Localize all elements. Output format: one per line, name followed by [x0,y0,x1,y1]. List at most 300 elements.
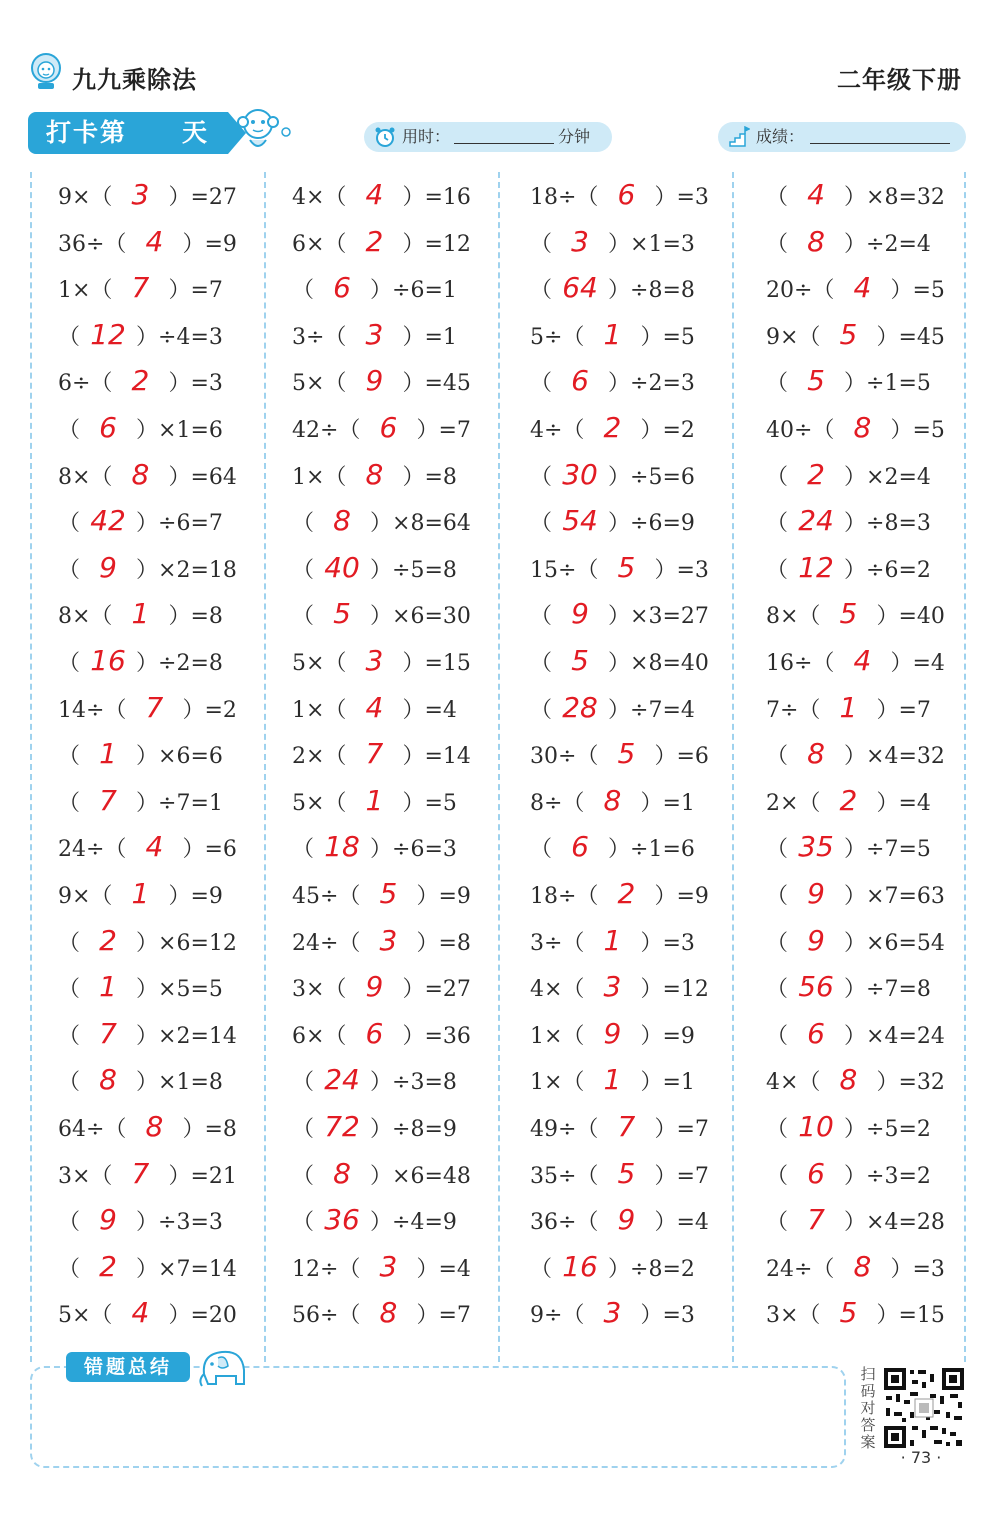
exercise-row [766,591,945,637]
equation-suffix: ）=7 [876,697,931,723]
equation-prefix: 5÷（ [530,324,585,350]
equation-prefix: （ [58,977,81,1003]
equation-suffix: ）=20 [168,1303,237,1329]
equation-prefix: 4×（ [292,185,347,210]
answer-blank[interactable]: 1 [365,783,384,817]
equation-prefix: 40÷（ [766,418,835,443]
answer-blank[interactable]: 6 [807,1156,825,1190]
answer-blank[interactable]: 4 [365,178,384,211]
answer-blank[interactable]: 6 [807,1016,825,1050]
equation-prefix: （ [292,1070,315,1096]
answer-blank[interactable]: 3 [131,178,150,211]
answer-blank[interactable]: 1 [603,317,622,351]
equation-suffix: ）÷3=8 [370,1070,457,1096]
answer-blank[interactable]: 4 [853,271,872,305]
answer-blank[interactable]: 2 [839,783,858,817]
exercise-row [530,312,695,358]
answer-blank[interactable]: 7 [131,1156,150,1190]
answer-blank[interactable]: 5 [617,737,636,771]
answer-blank[interactable]: 6 [571,364,589,398]
answer-blank[interactable]: 4 [131,1296,150,1330]
answer-blank[interactable]: 3 [379,923,398,957]
equation-suffix: ）÷2=3 [608,371,695,397]
equation-prefix: 1×（ [292,464,347,490]
answer-blank[interactable]: 16 [90,644,126,677]
answer-blank[interactable]: 9 [571,597,589,631]
exercise-row [530,778,695,824]
equation-prefix: 3×（ [292,977,347,1003]
answer-blank[interactable]: 1 [603,923,622,957]
exercise-row [58,1011,237,1057]
answer-blank[interactable]: 4 [807,178,825,211]
qr-code-icon[interactable] [882,1366,966,1450]
info-bar [28,112,968,158]
exercise-row [530,498,695,544]
answer-blank[interactable]: 28 [562,690,598,724]
equation-prefix: （ [530,604,553,630]
answer-blank[interactable]: 8 [333,504,351,538]
equation-prefix: 42÷（ [292,418,361,443]
exercise-row [58,405,223,451]
exercise-row [766,1244,945,1290]
answer-blank[interactable]: 3 [365,317,384,351]
equation-suffix: ）=9 [654,884,709,909]
equation-prefix: 8×（ [58,604,113,630]
exercise-row [766,871,945,917]
answer-blank[interactable]: 1 [603,1063,622,1097]
answer-blank[interactable]: 4 [365,690,384,724]
exercise-row [58,219,237,265]
exercise-grid [30,172,966,1362]
exercise-row [766,312,945,358]
equation-prefix: 5×（ [292,371,347,397]
equation-prefix: （ [530,697,553,723]
equation-suffix: ）=5 [890,418,945,443]
exercise-row [58,871,223,917]
equation-prefix: （ [530,464,553,490]
answer-blank[interactable]: 3 [379,1249,398,1283]
equation-prefix: 24÷（ [292,930,361,956]
equation-prefix: （ [766,744,789,770]
equation-prefix: 1×（ [530,1023,585,1049]
exercise-row [766,685,931,731]
equation-suffix: ）=4 [890,651,945,676]
equation-prefix: （ [58,324,81,350]
equation-prefix: 3×（ [766,1303,821,1329]
exercise-row [530,1151,709,1197]
answer-blank[interactable]: 42 [90,504,126,538]
exercise-row [530,638,709,684]
exercise-row [292,265,457,311]
exercise-row [530,871,709,917]
answer-blank[interactable]: 7 [807,1203,825,1237]
equation-suffix: ）=9 [640,1023,695,1049]
exercise-row [292,452,457,498]
answer-blank[interactable]: 7 [617,1110,636,1143]
exercise-row [766,1057,945,1103]
answer-blank[interactable]: 3 [365,644,384,677]
equation-prefix: 4÷（ [530,418,585,443]
equation-prefix: 16÷（ [766,651,835,676]
answer-blank[interactable]: 24 [798,504,834,538]
equation-suffix: ）=9 [416,884,471,909]
score-blank[interactable] [810,143,950,144]
answer-blank[interactable]: 54 [562,504,598,538]
equation-suffix: ）=5 [640,324,695,350]
answer-blank[interactable]: 8 [839,1063,858,1097]
answer-blank[interactable]: 9 [807,877,825,910]
answer-blank[interactable]: 8 [807,737,825,771]
exercise-row [292,172,471,218]
answer-blank[interactable]: 5 [839,317,858,351]
exercise-row [530,1197,709,1243]
equation-prefix: 45÷（ [292,884,361,909]
answer-blank[interactable]: 6 [99,411,117,444]
exercise-row [58,1057,223,1103]
equation-suffix: ）÷7=1 [136,790,223,816]
equation-prefix: 6×（ [292,1023,347,1049]
exercise-row [292,824,457,870]
equation-prefix: （ [766,511,789,537]
answer-blank[interactable]: 36 [324,1203,360,1237]
equation-suffix: ）÷1=6 [608,837,695,863]
answer-blank[interactable]: 1 [839,690,858,724]
equation-prefix: （ [530,511,553,537]
equation-prefix: （ [766,884,789,909]
equation-prefix: 8÷（ [530,790,585,816]
exercise-row [292,1290,471,1336]
exercise-row [292,1197,457,1243]
equation-suffix: ）=3 [640,930,695,956]
answer-blank[interactable]: 2 [99,923,117,957]
equation-prefix: 5×（ [292,651,347,676]
equation-prefix: （ [766,1117,789,1142]
equation-prefix: （ [530,651,553,676]
equation-suffix: ）×6=30 [370,604,471,630]
answer-blank[interactable]: 8 [365,457,384,491]
answer-blank[interactable]: 6 [617,178,636,211]
equation-prefix: （ [766,837,789,863]
equation-prefix: 36÷（ [58,231,127,257]
exercise-row [58,1197,223,1243]
answer-blank[interactable]: 4 [853,644,872,677]
equation-suffix: ）÷4=9 [370,1210,457,1236]
equation-prefix: 24÷（ [58,837,127,863]
answer-blank[interactable]: 72 [324,1110,360,1143]
exercise-row [292,964,471,1010]
equation-prefix: （ [292,837,315,863]
equation-prefix: 5×（ [58,1303,113,1329]
equation-suffix: ）×7=14 [136,1256,237,1282]
answer-blank[interactable]: 9 [617,1203,636,1237]
equation-prefix: 49÷（ [530,1117,599,1142]
equation-suffix: ）=12 [402,231,471,257]
exercise-row [530,358,695,404]
answer-blank[interactable]: 5 [379,877,398,910]
equation-prefix: （ [58,790,81,816]
answer-blank[interactable]: 30 [562,457,598,491]
equation-suffix: ）×1=6 [136,418,223,443]
equation-suffix: ）=4 [654,1210,709,1236]
answer-blank[interactable]: 3 [603,970,622,1004]
scan-for-answers-label: 扫码对答案 [860,1365,876,1451]
equation-suffix: ）=2 [640,418,695,443]
page-header [28,50,968,106]
exercise-row [58,1104,237,1150]
exercise-row [530,405,695,451]
equation-suffix: ）=7 [654,1117,709,1142]
answer-blank[interactable]: 2 [131,364,150,398]
equation-suffix: ）=45 [876,324,945,350]
exercise-row [766,778,931,824]
answer-blank[interactable]: 1 [131,597,150,631]
equation-prefix: （ [766,557,789,583]
answer-blank[interactable]: 3 [603,1296,622,1330]
exercise-row [58,824,237,870]
exercise-row [292,638,471,684]
equation-prefix: 9×（ [58,884,113,909]
answer-blank[interactable]: 9 [603,1016,622,1050]
answer-blank[interactable]: 2 [807,457,825,491]
equation-suffix: ）=8 [416,930,471,956]
exercise-row [530,1011,695,1057]
exercise-row [530,1290,695,1336]
equation-prefix: （ [766,1163,789,1189]
exercise-row [292,1011,471,1057]
exercise-row [766,1151,931,1197]
answer-blank[interactable]: 8 [807,224,825,258]
answer-blank[interactable]: 7 [365,737,384,771]
equation-prefix: 4×（ [766,1070,821,1096]
exercise-row [292,1151,471,1197]
exercise-row [766,731,945,777]
equation-suffix: ）=3 [890,1256,945,1282]
equation-suffix: ）=4 [876,790,931,816]
answer-blank[interactable]: 2 [603,411,622,444]
answer-blank[interactable]: 5 [571,644,589,677]
answer-blank[interactable]: 6 [571,830,589,864]
equation-prefix: （ [292,604,315,630]
answer-blank[interactable]: 2 [99,1249,117,1283]
answer-blank[interactable]: 5 [807,364,825,398]
answer-blank[interactable]: 18 [324,830,360,864]
equation-prefix: 8×（ [766,604,821,630]
exercise-row [292,219,471,265]
exercise-row [292,731,471,777]
answer-blank[interactable]: 4 [145,830,164,864]
exercise-row [58,778,223,824]
equation-prefix: 3÷（ [292,324,347,350]
equation-prefix: 6×（ [292,231,347,257]
answer-blank[interactable]: 64 [562,271,598,305]
answer-blank[interactable]: 9 [99,1203,117,1237]
answer-blank[interactable]: 9 [365,970,384,1004]
exercise-row [530,452,695,498]
equation-suffix: ）÷8=3 [844,511,931,537]
equation-prefix: 20÷（ [766,278,835,304]
equation-suffix: ）×2=4 [844,464,931,490]
exercise-column-2 [292,172,498,1362]
equation-suffix: ）=2 [182,697,237,723]
equation-suffix: ）=7 [416,1303,471,1329]
stairs-flag-icon [728,126,750,148]
answer-blank[interactable]: 7 [145,690,164,724]
answer-blank[interactable]: 9 [99,550,117,584]
exercise-row [292,545,457,591]
answer-blank[interactable]: 8 [853,1249,872,1283]
equation-suffix: ）÷6=3 [370,837,457,863]
equation-suffix: ）=1 [640,790,695,816]
exercise-row [530,1057,695,1103]
column-divider [498,172,500,1362]
equation-suffix: ）÷6=7 [136,511,223,537]
equation-prefix: 18÷（ [530,185,599,210]
answer-blank[interactable]: 24 [324,1063,360,1097]
equation-prefix: （ [292,511,315,537]
equation-suffix: ）×8=40 [608,651,709,676]
equation-prefix: 12÷（ [292,1256,361,1282]
exercise-row [58,638,223,684]
equation-prefix: （ [292,1117,315,1142]
equation-prefix: 36÷（ [530,1210,599,1236]
equation-suffix: ）=27 [168,185,237,210]
answer-blank[interactable]: 5 [839,1296,858,1330]
equation-suffix: ）=36 [402,1023,471,1049]
answer-blank[interactable]: 8 [145,1110,164,1143]
equation-prefix: （ [530,837,553,863]
answer-blank[interactable]: 6 [333,271,351,305]
exercise-column-3 [530,172,736,1362]
answer-blank[interactable]: 1 [131,877,150,910]
exercise-row [766,452,931,498]
answer-blank[interactable]: 1 [99,737,117,771]
answer-blank[interactable]: 9 [807,923,825,957]
equation-suffix: ）÷7=8 [844,977,931,1003]
equation-suffix: ）÷7=4 [608,697,695,723]
equation-prefix: 64÷（ [58,1117,127,1142]
equation-suffix: ）=8 [402,464,457,490]
equation-suffix: ）÷5=6 [608,464,695,490]
answer-blank[interactable]: 4 [145,224,164,258]
answer-blank[interactable]: 6 [379,411,398,444]
exercise-row [530,545,709,591]
time-label: 用时： [402,127,451,146]
answer-blank[interactable]: 2 [365,224,384,258]
equation-prefix: 1×（ [58,278,113,304]
equation-suffix: ）=7 [654,1163,709,1189]
equation-prefix: 9×（ [58,185,113,210]
score-field [718,122,966,152]
answer-blank[interactable]: 12 [798,550,834,584]
equation-suffix: ）×4=28 [844,1210,945,1236]
exercise-row [530,219,695,265]
answer-blank[interactable]: 3 [571,224,589,258]
answer-blank[interactable]: 5 [839,597,858,631]
answer-blank[interactable]: 12 [90,317,126,351]
answer-blank[interactable]: 10 [798,1110,834,1143]
equation-prefix: 8×（ [58,464,113,490]
equation-suffix: ）÷2=8 [136,651,223,676]
answer-blank[interactable]: 9 [365,364,384,398]
equation-suffix: ）=3 [640,1303,695,1329]
equation-suffix: ）=8 [182,1117,237,1142]
equation-suffix: ）×5=5 [136,977,223,1003]
book-title: 九九乘除法 [72,66,197,94]
answer-blank[interactable]: 2 [617,877,636,910]
answer-blank[interactable]: 5 [333,597,351,631]
answer-blank[interactable]: 7 [131,271,150,305]
equation-suffix: ）=3 [168,371,223,397]
exercise-row [58,1151,237,1197]
answer-blank[interactable]: 8 [131,457,150,491]
equation-suffix: ）×3=27 [608,604,709,630]
answer-blank[interactable]: 5 [617,550,636,584]
equation-suffix: ）÷5=8 [370,557,457,583]
equation-suffix: ）=40 [876,604,945,630]
answer-blank[interactable]: 8 [333,1156,351,1190]
answer-blank[interactable]: 7 [99,1016,117,1050]
equation-prefix: （ [58,930,81,956]
answer-blank[interactable]: 6 [365,1016,384,1050]
equation-prefix: （ [530,1256,553,1282]
answer-blank[interactable]: 16 [562,1249,598,1283]
exercise-row [530,824,695,870]
answer-blank[interactable]: 8 [853,411,872,444]
exercise-row [58,1290,237,1336]
mistake-summary-title: 错题总结 [66,1352,190,1382]
equation-prefix: （ [292,278,315,304]
time-field [364,122,612,152]
exercise-row [766,219,931,265]
equation-suffix: ）÷8=9 [370,1117,457,1142]
answer-blank[interactable]: 56 [798,970,834,1004]
exercise-row [292,685,457,731]
answer-blank[interactable]: 8 [99,1063,117,1097]
equation-suffix: ）×2=18 [136,557,237,583]
exercise-row [766,1197,945,1243]
exercise-row [58,498,223,544]
exercise-row [530,685,695,731]
answer-blank[interactable]: 35 [798,830,834,864]
answer-blank[interactable]: 8 [603,783,622,817]
equation-suffix: ）=9 [168,884,223,909]
exercise-row [58,172,237,218]
exercise-row [292,591,471,637]
equation-suffix: ）÷1=5 [844,371,931,397]
answer-blank[interactable]: 40 [324,550,360,584]
answer-blank[interactable]: 8 [379,1296,398,1330]
equation-prefix: （ [58,1256,81,1282]
equation-suffix: ）×4=32 [844,744,945,770]
equation-suffix: ）=45 [402,371,471,397]
answer-blank[interactable]: 1 [99,970,117,1004]
equation-prefix: （ [292,1210,315,1236]
time-blank[interactable] [454,143,554,144]
equation-suffix: ）=9 [182,231,237,257]
equation-prefix: （ [292,557,315,583]
answer-blank[interactable]: 5 [617,1156,636,1190]
answer-blank[interactable]: 7 [99,783,117,817]
equation-prefix: 1×（ [292,697,347,723]
equation-prefix: （ [58,1210,81,1236]
equation-suffix: ）=6 [654,744,709,770]
equation-suffix: ）×1=8 [136,1070,223,1096]
equation-suffix: ）×4=24 [844,1023,945,1049]
equation-suffix: ）=3 [654,185,709,210]
exercise-row [58,685,237,731]
equation-suffix: ）=32 [876,1070,945,1096]
exercise-row [292,871,471,917]
